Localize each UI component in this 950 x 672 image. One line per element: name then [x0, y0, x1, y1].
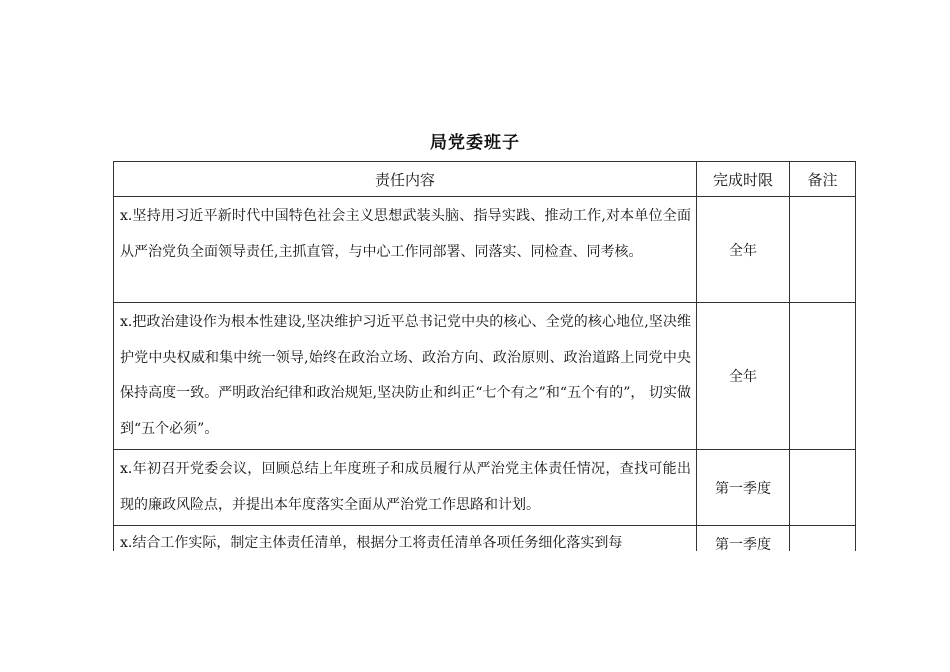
row-content: x.坚持用习近平新时代中国特色社会主义思想武装头脑、指导实践、推动工作,对本单位全面从严治党负全面领导责任,主抓直管，与中心工作同部署、同落实、同检查、同考核。: [114, 197, 697, 303]
table-row: [114, 526, 856, 552]
row-notes: [790, 526, 856, 552]
row-deadline: 全年: [697, 303, 790, 450]
table-header-row: [114, 162, 856, 197]
row-content: [114, 526, 697, 552]
row-notes: [790, 197, 856, 303]
table-row: [114, 197, 856, 303]
responsibility-table-container: [113, 161, 856, 551]
row-deadline: 第一季度: [697, 526, 790, 552]
row-content: x.把政治建设作为根本性建设,坚决维护习近平总书记党中央的核心、全党的核心地位,坚决维护党中央权威和集中统一领导,始终在政治立场、政治方向、政治原则、政治道路上同党中央保持高度一致。严明政治纪律和政治规矩,坚决防止和纠正“七个有之”和“五个有的”， 切实做到“五个必须”。: [114, 303, 697, 450]
table-row: [114, 450, 856, 526]
header-content: 责任内容: [114, 162, 697, 197]
header-deadline: 完成时限: [697, 162, 790, 197]
row-notes: [790, 450, 856, 526]
row-notes: [790, 303, 856, 450]
page-title: 局党委班子: [430, 133, 520, 153]
header-notes: 备注: [790, 162, 856, 197]
row-content-text: x.结合工作实际，制定主体责任清单，根据分工将责任清单各项任务细化落实到每: [120, 535, 623, 551]
responsibility-table: [113, 161, 856, 551]
table-row: [114, 303, 856, 450]
row-content: x.年初召开党委会议，回顾总结上年度班子和成员履行从严治党主体责任情况，查找可能出现的廉政风险点，并提出本年度落实全面从严治党工作思路和计划。: [114, 450, 697, 526]
row-deadline: 全年: [697, 197, 790, 303]
row-deadline: 第一季度: [697, 450, 790, 526]
